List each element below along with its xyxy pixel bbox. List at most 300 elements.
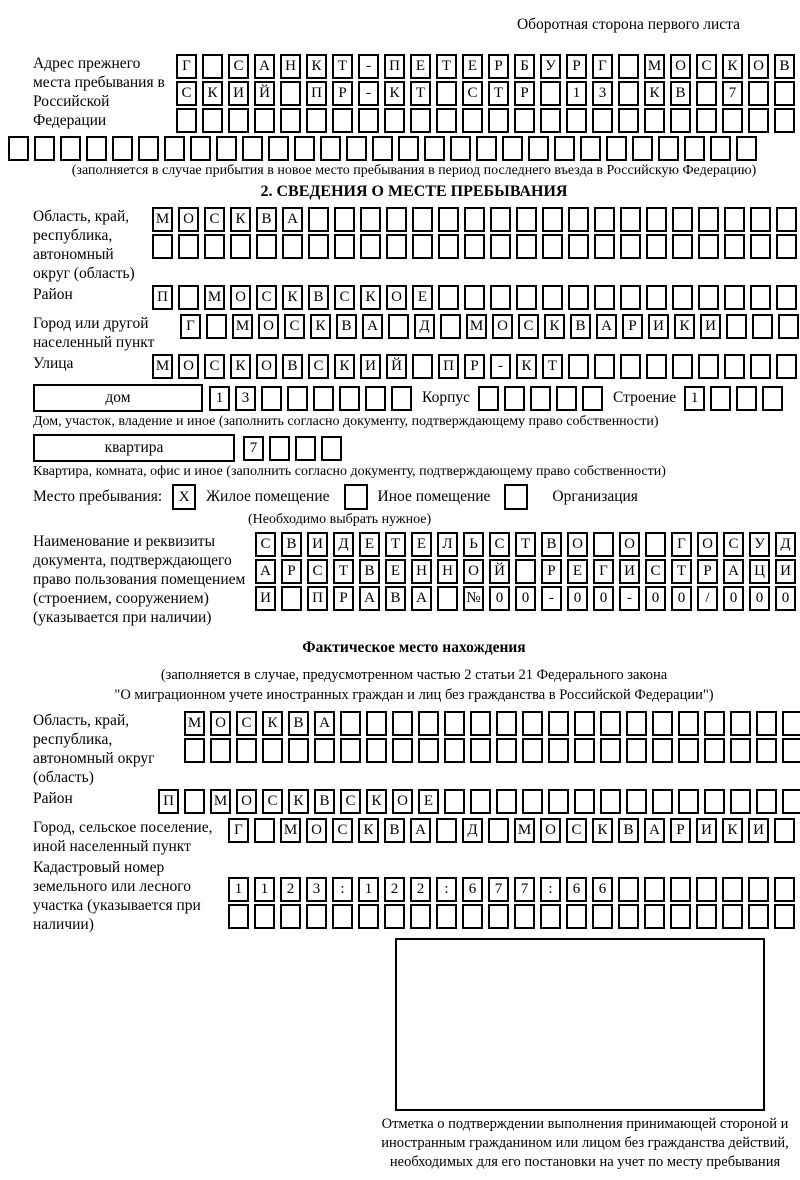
char-cell[interactable]: Е [410, 54, 431, 79]
char-cell[interactable] [776, 285, 797, 310]
char-cell[interactable] [313, 386, 334, 411]
char-cell[interactable] [704, 738, 725, 763]
char-cell[interactable] [566, 904, 587, 929]
char-cell[interactable] [332, 108, 353, 133]
char-cell[interactable] [618, 108, 639, 133]
char-cell[interactable] [365, 386, 386, 411]
char-cell[interactable] [306, 904, 327, 929]
char-cell[interactable] [280, 108, 301, 133]
char-cell[interactable] [230, 234, 251, 259]
char-cell[interactable] [774, 904, 795, 929]
char-cell[interactable]: Д [775, 532, 796, 557]
char-cell[interactable]: 7 [722, 81, 743, 106]
char-cell[interactable] [774, 877, 795, 902]
char-cell[interactable] [202, 108, 223, 133]
char-cell[interactable]: - [541, 586, 562, 611]
char-cell[interactable] [522, 711, 543, 736]
char-cell[interactable] [254, 108, 275, 133]
char-cell[interactable] [514, 904, 535, 929]
char-cell[interactable] [710, 386, 731, 411]
char-cell[interactable]: А [411, 586, 432, 611]
char-cell[interactable] [288, 738, 309, 763]
char-cell[interactable] [774, 818, 795, 843]
char-cell[interactable] [530, 386, 551, 411]
char-cell[interactable]: И [775, 559, 796, 584]
char-cell[interactable] [516, 234, 537, 259]
char-cell[interactable]: Д [462, 818, 483, 843]
char-cell[interactable] [620, 234, 641, 259]
char-cell[interactable]: С [204, 207, 225, 232]
char-cell[interactable]: К [230, 354, 251, 379]
char-cell[interactable]: Г [176, 54, 197, 79]
char-cell[interactable]: С [262, 789, 283, 814]
char-cell[interactable]: И [307, 532, 328, 557]
char-cell[interactable] [386, 207, 407, 232]
char-cell[interactable]: В [618, 818, 639, 843]
char-cell[interactable] [282, 234, 303, 259]
char-cell[interactable]: № [463, 586, 484, 611]
char-cell[interactable]: Ь [463, 532, 484, 557]
char-cell[interactable]: Т [488, 81, 509, 106]
char-cell[interactable]: С [462, 81, 483, 106]
char-cell[interactable]: О [236, 789, 257, 814]
char-cell[interactable] [672, 234, 693, 259]
char-cell[interactable]: К [288, 789, 309, 814]
char-cell[interactable] [339, 386, 360, 411]
char-cell[interactable] [678, 738, 699, 763]
char-cell[interactable]: П [158, 789, 179, 814]
char-cell[interactable] [438, 285, 459, 310]
char-cell[interactable]: 1 [254, 877, 275, 902]
char-cell[interactable]: В [288, 711, 309, 736]
char-cell[interactable]: Р [332, 81, 353, 106]
char-cell[interactable]: С [696, 54, 717, 79]
char-cell[interactable] [321, 436, 342, 461]
char-cell[interactable] [366, 738, 387, 763]
char-cell[interactable] [756, 711, 777, 736]
char-cell[interactable] [730, 738, 751, 763]
char-cell[interactable]: Г [180, 314, 201, 339]
char-cell[interactable]: : [540, 877, 561, 902]
char-cell[interactable] [748, 108, 769, 133]
char-cell[interactable] [440, 314, 461, 339]
char-cell[interactable]: У [749, 532, 770, 557]
char-cell[interactable] [314, 738, 335, 763]
char-cell[interactable] [646, 207, 667, 232]
char-cell[interactable] [262, 738, 283, 763]
char-cell[interactable] [750, 354, 771, 379]
char-cell[interactable]: С [334, 285, 355, 310]
char-cell[interactable] [646, 234, 667, 259]
char-cell[interactable] [776, 207, 797, 232]
char-cell[interactable]: Р [464, 354, 485, 379]
char-cell[interactable] [8, 136, 29, 161]
char-cell[interactable]: Р [697, 559, 718, 584]
char-cell[interactable]: Г [593, 559, 614, 584]
char-cell[interactable] [164, 136, 185, 161]
char-cell[interactable] [540, 81, 561, 106]
char-cell[interactable]: И [619, 559, 640, 584]
char-cell[interactable] [216, 136, 237, 161]
char-cell[interactable] [424, 136, 445, 161]
char-cell[interactable] [594, 207, 615, 232]
char-cell[interactable]: Е [418, 789, 439, 814]
char-cell[interactable]: Р [541, 559, 562, 584]
char-cell[interactable]: О [392, 789, 413, 814]
char-cell[interactable] [594, 234, 615, 259]
char-cell[interactable] [372, 136, 393, 161]
stay-type-checkbox-residential[interactable]: X [172, 484, 196, 510]
char-cell[interactable]: - [619, 586, 640, 611]
char-cell[interactable]: О [258, 314, 279, 339]
char-cell[interactable]: / [697, 586, 718, 611]
char-cell[interactable]: 6 [566, 877, 587, 902]
char-cell[interactable] [392, 738, 413, 763]
char-cell[interactable] [568, 354, 589, 379]
char-cell[interactable]: М [232, 314, 253, 339]
char-cell[interactable]: О [567, 532, 588, 557]
char-cell[interactable] [490, 207, 511, 232]
char-cell[interactable]: В [670, 81, 691, 106]
char-cell[interactable] [574, 738, 595, 763]
char-cell[interactable]: К [722, 818, 743, 843]
char-cell[interactable] [618, 81, 639, 106]
char-cell[interactable] [782, 711, 800, 736]
char-cell[interactable] [86, 136, 107, 161]
char-cell[interactable]: М [644, 54, 665, 79]
char-cell[interactable] [334, 234, 355, 259]
char-cell[interactable]: 0 [567, 586, 588, 611]
char-cell[interactable] [540, 904, 561, 929]
char-cell[interactable]: К [310, 314, 331, 339]
char-cell[interactable] [462, 108, 483, 133]
char-cell[interactable] [294, 136, 315, 161]
char-cell[interactable]: П [306, 81, 327, 106]
char-cell[interactable] [280, 81, 301, 106]
char-cell[interactable]: С [236, 711, 257, 736]
char-cell[interactable]: П [152, 285, 173, 310]
char-cell[interactable]: Т [436, 54, 457, 79]
char-cell[interactable] [568, 285, 589, 310]
char-cell[interactable] [778, 314, 799, 339]
char-cell[interactable] [366, 711, 387, 736]
char-cell[interactable]: А [362, 314, 383, 339]
char-cell[interactable] [710, 136, 731, 161]
char-cell[interactable]: В [336, 314, 357, 339]
char-cell[interactable]: 3 [306, 877, 327, 902]
char-cell[interactable]: С [566, 818, 587, 843]
char-cell[interactable]: 3 [592, 81, 613, 106]
char-cell[interactable]: Р [333, 586, 354, 611]
char-cell[interactable] [698, 207, 719, 232]
char-cell[interactable]: 1 [566, 81, 587, 106]
char-cell[interactable] [522, 789, 543, 814]
char-cell[interactable] [261, 386, 282, 411]
char-cell[interactable] [678, 711, 699, 736]
char-cell[interactable] [268, 136, 289, 161]
char-cell[interactable] [295, 436, 316, 461]
char-cell[interactable] [626, 738, 647, 763]
char-cell[interactable]: - [358, 81, 379, 106]
char-cell[interactable]: Ц [749, 559, 770, 584]
char-cell[interactable] [592, 904, 613, 929]
char-cell[interactable] [496, 711, 517, 736]
char-cell[interactable]: И [748, 818, 769, 843]
char-cell[interactable] [644, 108, 665, 133]
char-cell[interactable]: - [358, 54, 379, 79]
char-cell[interactable]: В [256, 207, 277, 232]
char-cell[interactable] [782, 789, 800, 814]
char-cell[interactable]: М [280, 818, 301, 843]
char-cell[interactable] [204, 234, 225, 259]
house-type-box[interactable]: дом [33, 384, 203, 412]
char-cell[interactable] [488, 818, 509, 843]
char-cell[interactable] [236, 738, 257, 763]
char-cell[interactable]: А [255, 559, 276, 584]
char-cell[interactable] [269, 436, 290, 461]
char-cell[interactable]: Е [385, 559, 406, 584]
char-cell[interactable]: М [514, 818, 535, 843]
char-cell[interactable]: 0 [593, 586, 614, 611]
char-cell[interactable]: К [358, 818, 379, 843]
char-cell[interactable]: В [359, 559, 380, 584]
char-cell[interactable] [464, 234, 485, 259]
char-cell[interactable]: А [282, 207, 303, 232]
char-cell[interactable]: С [518, 314, 539, 339]
char-cell[interactable] [412, 354, 433, 379]
char-cell[interactable] [574, 789, 595, 814]
char-cell[interactable] [652, 738, 673, 763]
char-cell[interactable] [670, 904, 691, 929]
char-cell[interactable] [436, 818, 457, 843]
char-cell[interactable]: 0 [723, 586, 744, 611]
char-cell[interactable] [748, 904, 769, 929]
char-cell[interactable]: Р [514, 81, 535, 106]
char-cell[interactable] [436, 108, 457, 133]
char-cell[interactable] [470, 789, 491, 814]
char-cell[interactable] [748, 877, 769, 902]
char-cell[interactable]: Г [592, 54, 613, 79]
char-cell[interactable]: О [306, 818, 327, 843]
char-cell[interactable] [418, 711, 439, 736]
char-cell[interactable]: Д [333, 532, 354, 557]
char-cell[interactable] [410, 904, 431, 929]
char-cell[interactable]: И [255, 586, 276, 611]
char-cell[interactable] [516, 285, 537, 310]
char-cell[interactable] [308, 234, 329, 259]
char-cell[interactable] [242, 136, 263, 161]
char-cell[interactable] [60, 136, 81, 161]
char-cell[interactable] [776, 354, 797, 379]
char-cell[interactable] [496, 738, 517, 763]
char-cell[interactable]: У [540, 54, 561, 79]
char-cell[interactable] [178, 285, 199, 310]
char-cell[interactable] [418, 738, 439, 763]
char-cell[interactable] [444, 711, 465, 736]
char-cell[interactable]: М [204, 285, 225, 310]
char-cell[interactable] [722, 108, 743, 133]
char-cell[interactable]: О [256, 354, 277, 379]
char-cell[interactable] [470, 738, 491, 763]
char-cell[interactable] [698, 285, 719, 310]
char-cell[interactable] [724, 234, 745, 259]
char-cell[interactable] [254, 818, 275, 843]
char-cell[interactable]: С [489, 532, 510, 557]
char-cell[interactable] [138, 136, 159, 161]
char-cell[interactable] [704, 711, 725, 736]
char-cell[interactable]: С [256, 285, 277, 310]
char-cell[interactable]: К [366, 789, 387, 814]
char-cell[interactable]: Р [622, 314, 643, 339]
char-cell[interactable]: К [262, 711, 283, 736]
char-cell[interactable] [516, 207, 537, 232]
char-cell[interactable] [644, 877, 665, 902]
char-cell[interactable] [332, 904, 353, 929]
char-cell[interactable] [152, 234, 173, 259]
char-cell[interactable]: С [228, 54, 249, 79]
char-cell[interactable]: О [540, 818, 561, 843]
char-cell[interactable] [360, 234, 381, 259]
char-cell[interactable]: 0 [515, 586, 536, 611]
char-cell[interactable] [334, 207, 355, 232]
char-cell[interactable]: О [748, 54, 769, 79]
char-cell[interactable]: К [334, 354, 355, 379]
char-cell[interactable] [582, 386, 603, 411]
char-cell[interactable] [228, 108, 249, 133]
char-cell[interactable] [594, 354, 615, 379]
char-cell[interactable] [600, 789, 621, 814]
char-cell[interactable]: 0 [749, 586, 770, 611]
stay-type-checkbox-organization[interactable] [504, 484, 528, 510]
char-cell[interactable]: Р [566, 54, 587, 79]
char-cell[interactable]: О [463, 559, 484, 584]
char-cell[interactable] [736, 136, 757, 161]
char-cell[interactable]: Е [411, 532, 432, 557]
char-cell[interactable]: 2 [410, 877, 431, 902]
char-cell[interactable] [672, 354, 693, 379]
char-cell[interactable] [202, 54, 223, 79]
char-cell[interactable] [594, 285, 615, 310]
char-cell[interactable] [652, 711, 673, 736]
char-cell[interactable]: П [307, 586, 328, 611]
char-cell[interactable] [620, 285, 641, 310]
char-cell[interactable] [478, 386, 499, 411]
char-cell[interactable]: К [544, 314, 565, 339]
char-cell[interactable]: М [210, 789, 231, 814]
char-cell[interactable] [696, 904, 717, 929]
stay-type-checkbox-other[interactable] [344, 484, 368, 510]
char-cell[interactable]: В [384, 818, 405, 843]
char-cell[interactable]: 1 [684, 386, 705, 411]
char-cell[interactable] [752, 314, 773, 339]
char-cell[interactable] [722, 904, 743, 929]
char-cell[interactable]: : [436, 877, 457, 902]
char-cell[interactable]: Й [386, 354, 407, 379]
char-cell[interactable]: В [774, 54, 795, 79]
char-cell[interactable] [490, 285, 511, 310]
char-cell[interactable] [722, 877, 743, 902]
char-cell[interactable] [287, 386, 308, 411]
char-cell[interactable] [522, 738, 543, 763]
char-cell[interactable]: 2 [384, 877, 405, 902]
char-cell[interactable]: П [438, 354, 459, 379]
char-cell[interactable] [228, 904, 249, 929]
char-cell[interactable] [496, 789, 517, 814]
char-cell[interactable]: О [492, 314, 513, 339]
char-cell[interactable]: С [176, 81, 197, 106]
char-cell[interactable]: С [255, 532, 276, 557]
char-cell[interactable]: А [723, 559, 744, 584]
char-cell[interactable]: 0 [489, 586, 510, 611]
char-cell[interactable] [412, 234, 433, 259]
char-cell[interactable] [360, 207, 381, 232]
char-cell[interactable] [444, 789, 465, 814]
char-cell[interactable] [672, 207, 693, 232]
char-cell[interactable] [392, 711, 413, 736]
char-cell[interactable]: В [308, 285, 329, 310]
char-cell[interactable]: В [314, 789, 335, 814]
char-cell[interactable] [438, 207, 459, 232]
char-cell[interactable]: 1 [209, 386, 230, 411]
char-cell[interactable] [178, 234, 199, 259]
char-cell[interactable]: 6 [462, 877, 483, 902]
char-cell[interactable] [388, 314, 409, 339]
char-cell[interactable] [696, 877, 717, 902]
char-cell[interactable]: О [210, 711, 231, 736]
char-cell[interactable] [696, 81, 717, 106]
char-cell[interactable] [176, 108, 197, 133]
char-cell[interactable] [774, 81, 795, 106]
char-cell[interactable] [646, 354, 667, 379]
char-cell[interactable] [320, 136, 341, 161]
char-cell[interactable]: О [230, 285, 251, 310]
char-cell[interactable]: Р [488, 54, 509, 79]
char-cell[interactable] [488, 108, 509, 133]
char-cell[interactable] [774, 108, 795, 133]
char-cell[interactable]: К [592, 818, 613, 843]
char-cell[interactable] [386, 234, 407, 259]
char-cell[interactable]: А [596, 314, 617, 339]
char-cell[interactable] [632, 136, 653, 161]
char-cell[interactable]: 3 [235, 386, 256, 411]
char-cell[interactable] [34, 136, 55, 161]
char-cell[interactable] [606, 136, 627, 161]
char-cell[interactable] [556, 386, 577, 411]
char-cell[interactable] [515, 559, 536, 584]
char-cell[interactable]: К [644, 81, 665, 106]
char-cell[interactable] [504, 386, 525, 411]
char-cell[interactable]: 0 [775, 586, 796, 611]
char-cell[interactable]: Й [489, 559, 510, 584]
char-cell[interactable] [346, 136, 367, 161]
char-cell[interactable]: Е [359, 532, 380, 557]
char-cell[interactable] [652, 789, 673, 814]
char-cell[interactable] [704, 789, 725, 814]
char-cell[interactable] [724, 207, 745, 232]
char-cell[interactable]: 6 [592, 877, 613, 902]
char-cell[interactable]: В [541, 532, 562, 557]
char-cell[interactable]: И [648, 314, 669, 339]
char-cell[interactable]: 2 [280, 877, 301, 902]
char-cell[interactable] [750, 285, 771, 310]
char-cell[interactable] [600, 711, 621, 736]
char-cell[interactable] [730, 789, 751, 814]
char-cell[interactable] [436, 904, 457, 929]
char-cell[interactable]: Л [437, 532, 458, 557]
char-cell[interactable] [618, 54, 639, 79]
char-cell[interactable]: А [254, 54, 275, 79]
char-cell[interactable] [750, 207, 771, 232]
